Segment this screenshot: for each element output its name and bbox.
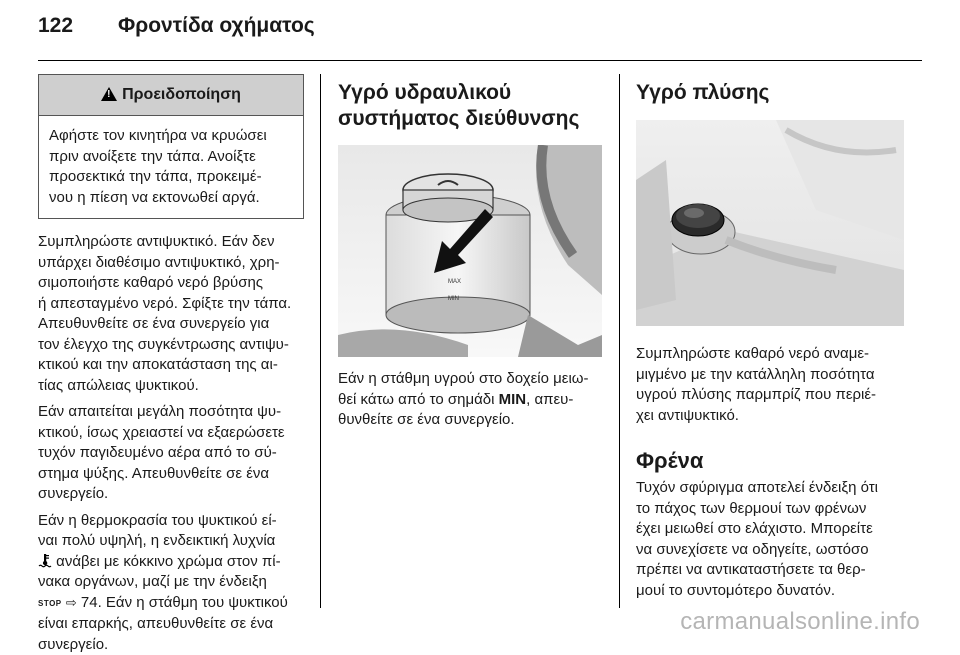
section-heading-steering	[338, 80, 602, 132]
warning-title: Προειδοποίηση	[122, 86, 241, 104]
min-mark-label: MIN	[499, 391, 527, 408]
coolant-temperature-icon	[38, 553, 52, 568]
column-divider-2	[619, 74, 620, 608]
page-header	[38, 14, 315, 44]
text-line: έχει μειωθεί στο ελάχιστο. Μπορείτε	[636, 520, 873, 537]
warning-line: προσεκτικά την τάπα, προκειμέ-	[49, 167, 293, 188]
page-reference-arrow-icon: ⇨	[66, 595, 77, 610]
reservoir-min-label: MIN	[448, 296, 459, 302]
text-line: , απευ-	[526, 391, 573, 408]
text-line: τυχόν παγιδευμένο αέρα από το σύ-	[38, 444, 277, 461]
warning-line: Αφήστε τον κινητήρα να κρυώσει	[49, 126, 293, 147]
text-line: 74. Εάν η στάθμη του ψυκτικού	[77, 594, 288, 611]
reservoir-illustration	[338, 145, 602, 357]
coolant-paragraph-1	[38, 232, 304, 396]
warning-triangle-icon	[101, 87, 117, 101]
coolant-paragraph-2	[38, 402, 304, 505]
brakes-text	[636, 478, 904, 601]
heading-line: Υγρό υδραυλικού	[338, 81, 511, 104]
text-line: θεί κάτω από το σημάδι	[338, 391, 499, 408]
text-line: χει αντιψυκτικό.	[636, 407, 739, 424]
text-line: μιγμένο με την κατάλληλη ποσότητα	[636, 366, 875, 383]
text-line: Απευθυνθείτε σε ένα συνεργείο για	[38, 315, 269, 332]
text-line: Συμπληρώστε αντιψυκτικό. Εάν δεν	[38, 233, 275, 250]
text-line: πρέπει να αντικαταστήσετε τα θερ-	[636, 561, 866, 578]
text-line: κτικού, ίσως χρειαστεί να εξαερώσετε	[38, 424, 285, 441]
washer-fluid-reservoir-image	[636, 120, 904, 326]
text-line: κτικού και την αποκατάσταση της αι-	[38, 356, 278, 373]
text-line: ναι πολύ υψηλή, η ενδεικτική λυχνία	[38, 532, 275, 549]
text-line: στημα ψύξης. Απευθυνθείτε σε ένα	[38, 465, 269, 482]
washer-fluid-text	[636, 344, 904, 426]
text-line: Εάν η θερμοκρασία του ψυκτικού εί-	[38, 512, 277, 529]
section-heading-washer: Υγρό πλύσης	[636, 80, 904, 106]
text-line: συνεργείο.	[38, 485, 108, 502]
section-heading-brakes: Φρένα	[636, 448, 904, 474]
steering-fluid-text	[338, 369, 602, 431]
text-line: να συνεχίσετε να οδηγείτε, ωστόσο	[636, 541, 869, 558]
text-line: το πάχος των θερμουί των φρένων	[636, 500, 866, 517]
text-line: Τυχόν σφύριγμα αποτελεί ένδειξη ότι	[636, 479, 878, 496]
text-line: υγρού πλύσης παρμπρίζ που περιέ-	[636, 386, 876, 403]
text-line: ανάβει με κόκκινο χρώμα στον πί-	[52, 553, 281, 570]
text-line: Συμπληρώστε καθαρό νερό αναμε-	[636, 345, 869, 362]
text-line: μουί το συντομότερο δυνατόν.	[636, 582, 835, 599]
column-washer-brakes	[636, 74, 904, 601]
text-line: τίας απώλειας ψυκτικού.	[38, 377, 199, 394]
reservoir-max-label: MAX	[448, 279, 461, 285]
page-number: 122	[38, 14, 118, 38]
washer-illustration	[636, 120, 904, 326]
column-coolant	[38, 74, 304, 655]
text-line: νακα οργάνων, μαζί με την ένδειξη	[38, 573, 267, 590]
text-line: υπάρχει διαθέσιμο αντιψυκτικό, χρη-	[38, 254, 280, 271]
watermark: carmanualsonline.info	[680, 608, 920, 636]
header-rule	[38, 60, 922, 61]
stop-symbol: STOP	[38, 599, 62, 608]
steering-fluid-reservoir-image	[338, 145, 602, 357]
text-line: Εάν η στάθμη υγρού στο δοχείο μειω-	[338, 370, 588, 387]
warning-line: νου η πίεση να εκτονωθεί αργά.	[49, 188, 293, 209]
text-line: Εάν απαιτείται μεγάλη ποσότητα ψυ-	[38, 403, 281, 420]
text-line: είναι επαρκής, απευθυνθείτε σε ένα	[38, 615, 273, 632]
text-line: ή απεσταγμένο νερό. Σφίξτε την τάπα.	[38, 295, 291, 312]
column-divider-1	[320, 74, 321, 608]
coolant-paragraph-3	[38, 511, 304, 655]
warning-body	[39, 116, 303, 218]
warning-box	[38, 74, 304, 219]
text-line: σιμοποιήστε καθαρό νερό βρύσης	[38, 274, 263, 291]
page-title: Φροντίδα οχήματος	[118, 14, 315, 38]
heading-line: συστήματος διεύθυνσης	[338, 107, 579, 130]
text-line: συνεργείο.	[38, 636, 108, 653]
warning-header	[39, 75, 303, 116]
column-power-steering	[338, 74, 602, 431]
text-line: θυνθείτε σε ένα συνεργείο.	[338, 411, 515, 428]
warning-line: πριν ανοίξετε την τάπα. Ανοίξτε	[49, 147, 293, 168]
text-line: τον έλεγχο της συγκέντρωσης αντιψυ-	[38, 336, 289, 353]
